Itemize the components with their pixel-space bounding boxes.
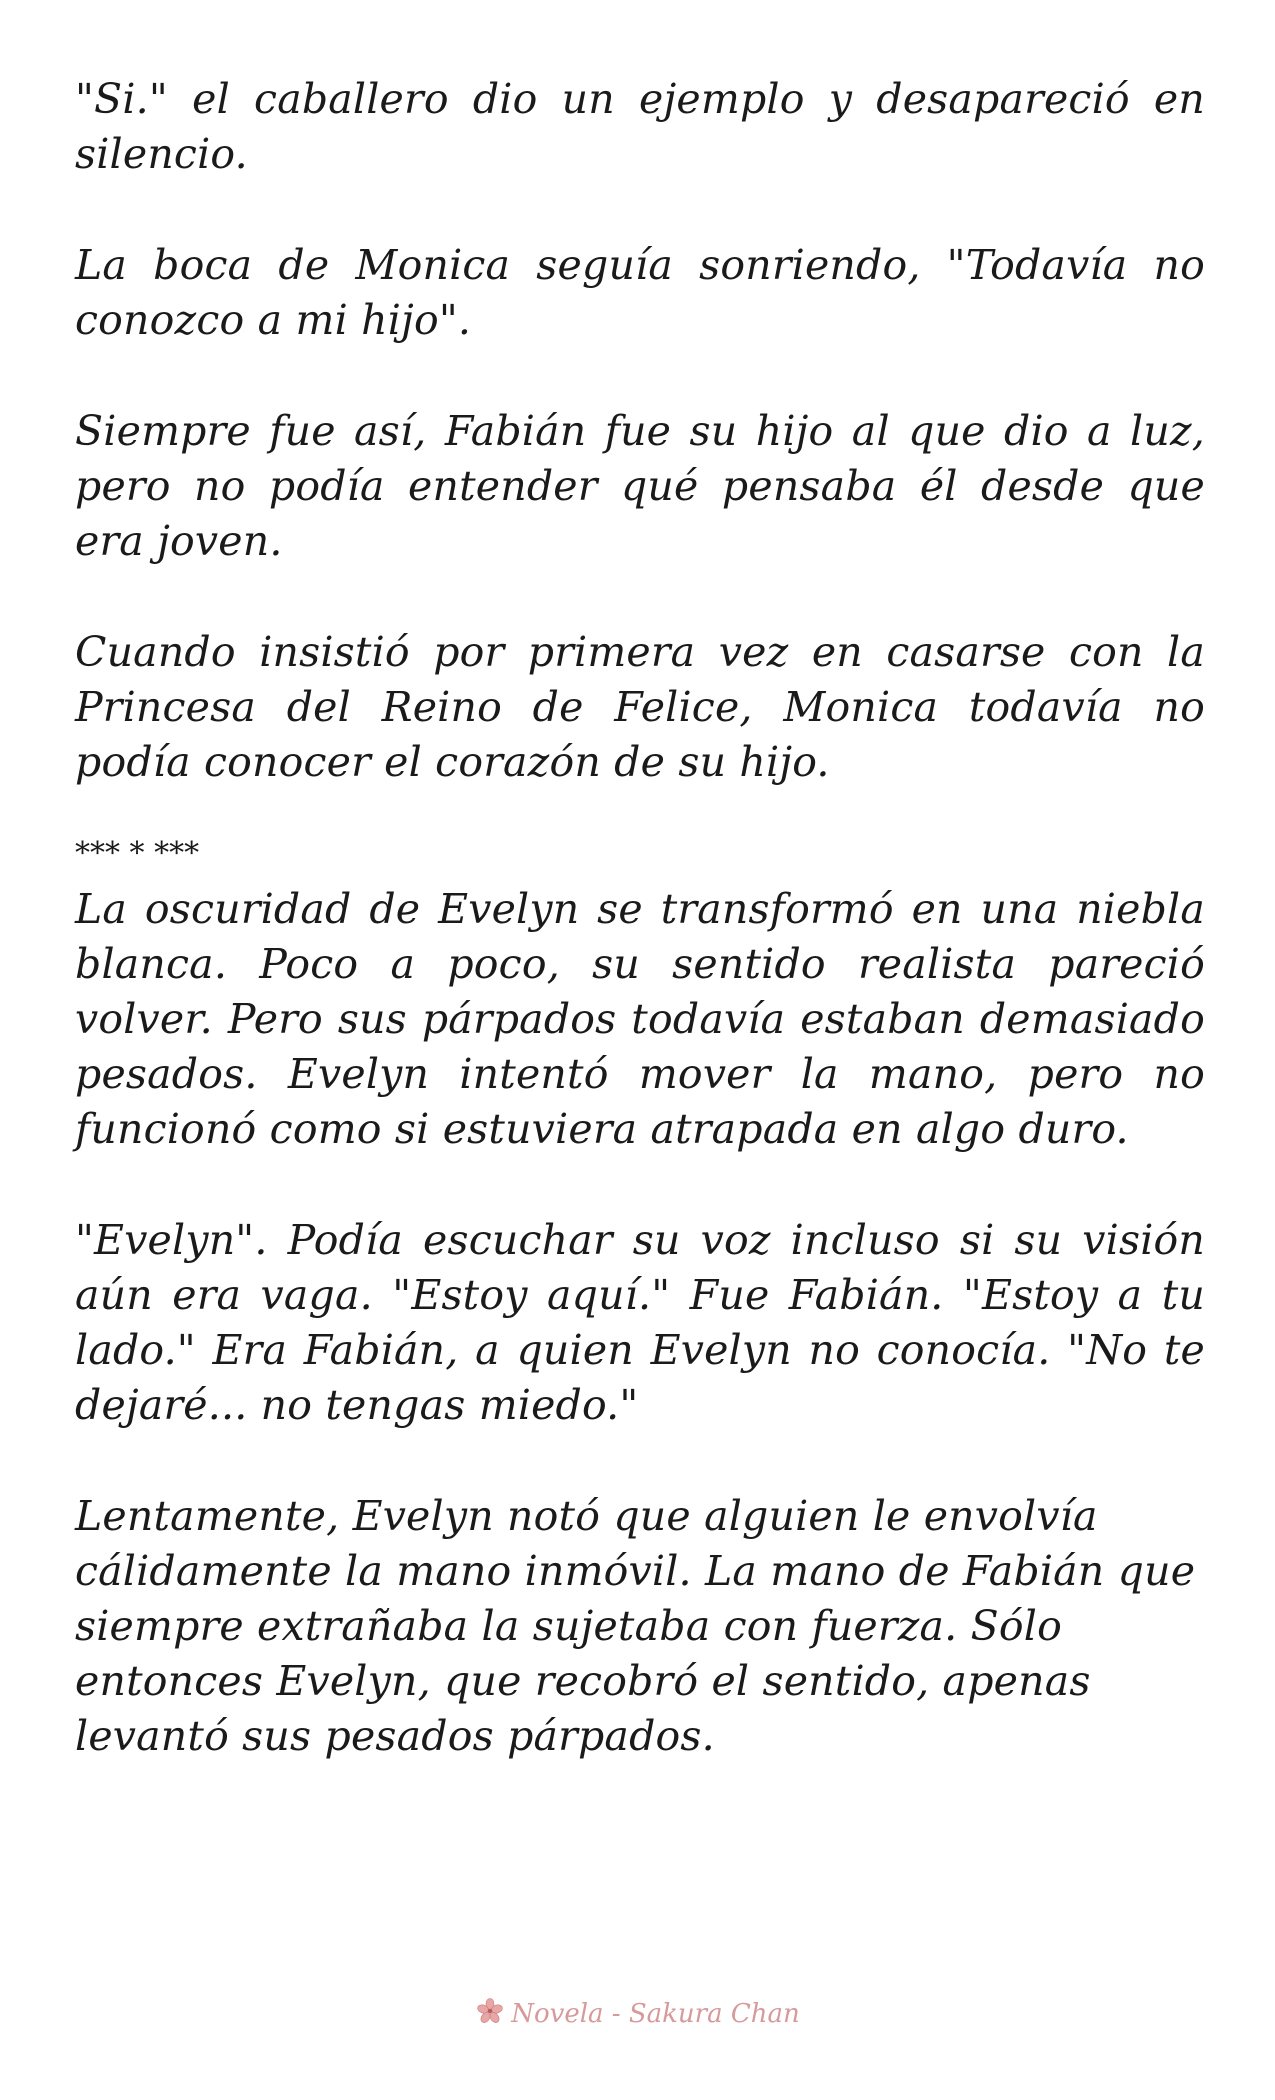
sakura-flower-icon	[475, 1996, 505, 2026]
novel-text	[75, 72, 1205, 1820]
watermark-text: Novela - Sakura Chan	[511, 1999, 800, 2029]
watermark	[0, 1996, 1275, 2031]
paragraph-7: Lentamente, Evelyn notó que alguien le envolvía cálidamente la mano inmóvil. La mano de Fabián que siempre extrañaba la sujetaba con fuerza. Sólo entonces Evelyn, que recobró el sentido, apenas levantó sus pesados párpados.	[75, 1492, 1196, 1760]
scene-separator: *** * ***	[75, 836, 200, 871]
paragraph-6: "Evelyn". Podía escuchar su voz incluso si su visión aún era vaga. "Estoy aquí." Fue Fabián. "Estoy a tu lado." Era Fabián, a quien Evelyn no conocía. "No te dejaré... no tengas miedo."	[75, 1216, 1205, 1429]
paragraph-3: Siempre fue así, Fabián fue su hijo al que dio a luz, pero no podía entender qué pensaba él desde que era joven.	[75, 407, 1205, 565]
paragraph-2: La boca de Monica seguía sonriendo, "Todavía no conozco a mi hijo".	[75, 241, 1205, 344]
paragraph-5: La oscuridad de Evelyn se transformó en una niebla blanca. Poco a poco, su sentido realista pareció volver. Pero sus párpados todavía estaban demasiado pesados. Evelyn intentó mover la mano, pero no funcionó como si estuviera atrapada en algo duro.	[75, 885, 1205, 1153]
paragraph-1: "Si." el caballero dio un ejemplo y desapareció en silencio.	[75, 75, 1205, 178]
paragraph-4: Cuando insistió por primera vez en casarse con la Princesa del Reino de Felice, Monica todavía no podía conocer el corazón de su hijo.	[75, 628, 1205, 786]
